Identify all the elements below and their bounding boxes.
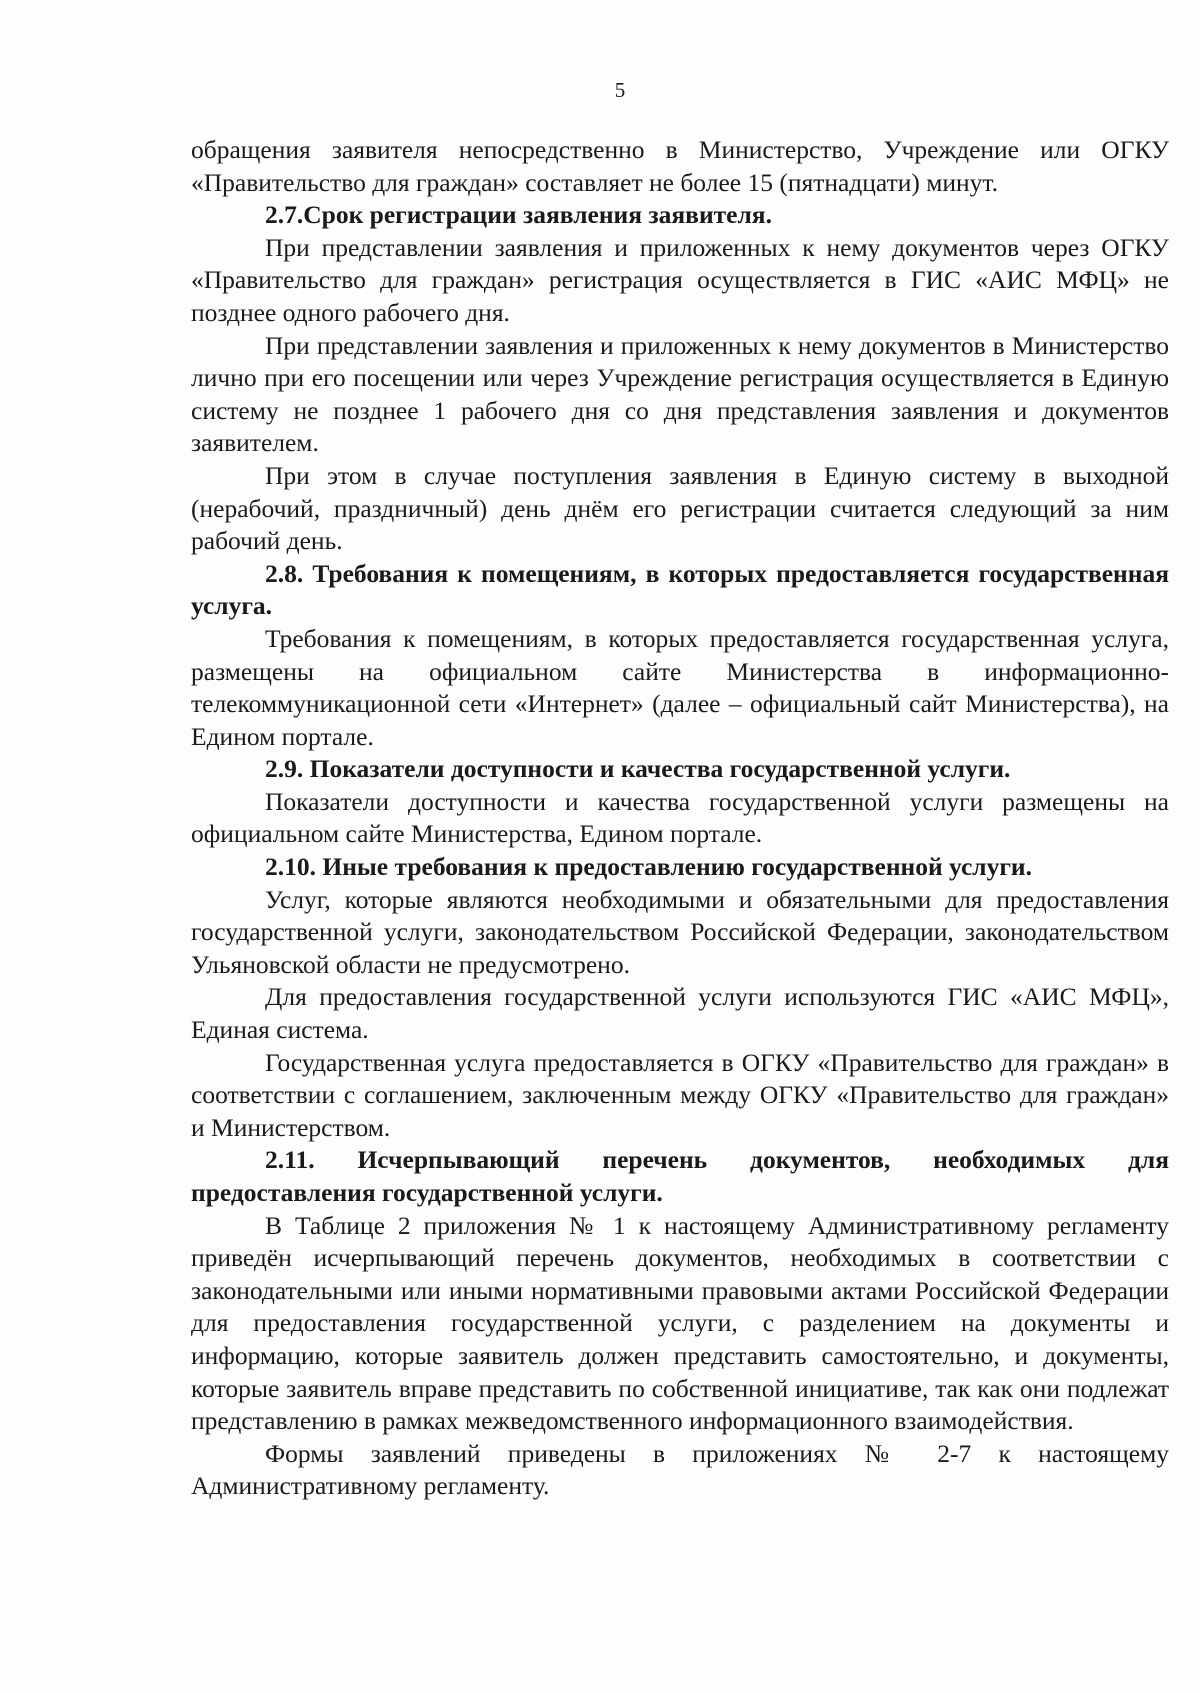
paragraph: При этом в случае поступления заявления в Единую систему в выходной (нерабочий, праздничный) день днём его регистрации считается следующий за ним рабочий день. <box>191 460 1169 556</box>
section-heading: 2.8. Требования к помещениям, в которых предоставляется государственная услуга. <box>191 558 1169 621</box>
paragraph: Услуг, которые являются необходимыми и обязательными для предоставления государственной услуги, законодательством Российской Федерации, законодательством Ульяновской области не предусмотрено. <box>191 884 1169 979</box>
paragraph: Требования к помещениям, в которых предоставляется государственная услуга, размещены на официальном сайте Министерства в информационно-телекоммуникационной сети «Интернет» (далее – официальный сайт Министерства), на Едином портале. <box>191 623 1169 751</box>
paragraph: обращения заявителя непосредственно в Министерство, Учреждение или ОГКУ «Правительство для граждан» составляет не более 15 (пятнадцати) минут. <box>191 135 1169 197</box>
document-body <box>191 134 1169 1503</box>
paragraph: Формы заявлений приведены в приложениях № 2-7 к настоящему Административному регламенту. <box>191 1438 1169 1501</box>
section-heading: 2.11. Исчерпывающий перечень документов, необходимых для предоставления государственной услуги. <box>191 1145 1169 1207</box>
section-heading: 2.10. Иные требования к предоставлению государственной услуги. <box>265 852 1033 882</box>
paragraph: При представлении заявления и приложенных к нему документов в Министерство лично при его посещении или через Учреждение регистрация осуществляется в Единую систему не позднее 1 рабочего дня со дня представления заявления и документов заявителем. <box>191 330 1169 458</box>
paragraph: Для предоставления государственной услуги используются ГИС «АИС МФЦ», Единая система. <box>191 982 1169 1045</box>
paragraph: Государственная услуга предоставляется в ОГКУ «Правительство для граждан» в соответствии с соглашением, заключенным между ОГКУ «Правительство для граждан» и Министерством. <box>191 1047 1169 1142</box>
paragraph: В Таблице 2 приложения № 1 к настоящему Административному регламенту приведён исчерпывающий перечень документов, необходимых в соответствии с законодательными или иными нормативными правовыми актами Российской Федерации для предоставления государственной услуги, с разделением на документы и информацию, которые заявитель должен представить самостоятельно, и документы, которые заявитель вправе представить по собственной инициативе, так как они подлежат представлению в рамках межведомственного информационного взаимодействия. <box>191 1210 1169 1436</box>
page-number: 5 <box>614 78 626 102</box>
paragraph: Показатели доступности и качества государственной услуги размещены на официальном сайте Министерства, Едином портале. <box>191 786 1169 849</box>
section-heading: 2.9. Показатели доступности и качества государственной услуги. <box>265 754 1011 784</box>
paragraph: При представлении заявления и приложенных к нему документов через ОГКУ «Правительство для граждан» регистрация осуществляется в ГИС «АИС МФЦ» не позднее одного рабочего дня. <box>191 232 1169 327</box>
section-heading: 2.7.Срок регистрации заявления заявителя. <box>265 200 772 230</box>
